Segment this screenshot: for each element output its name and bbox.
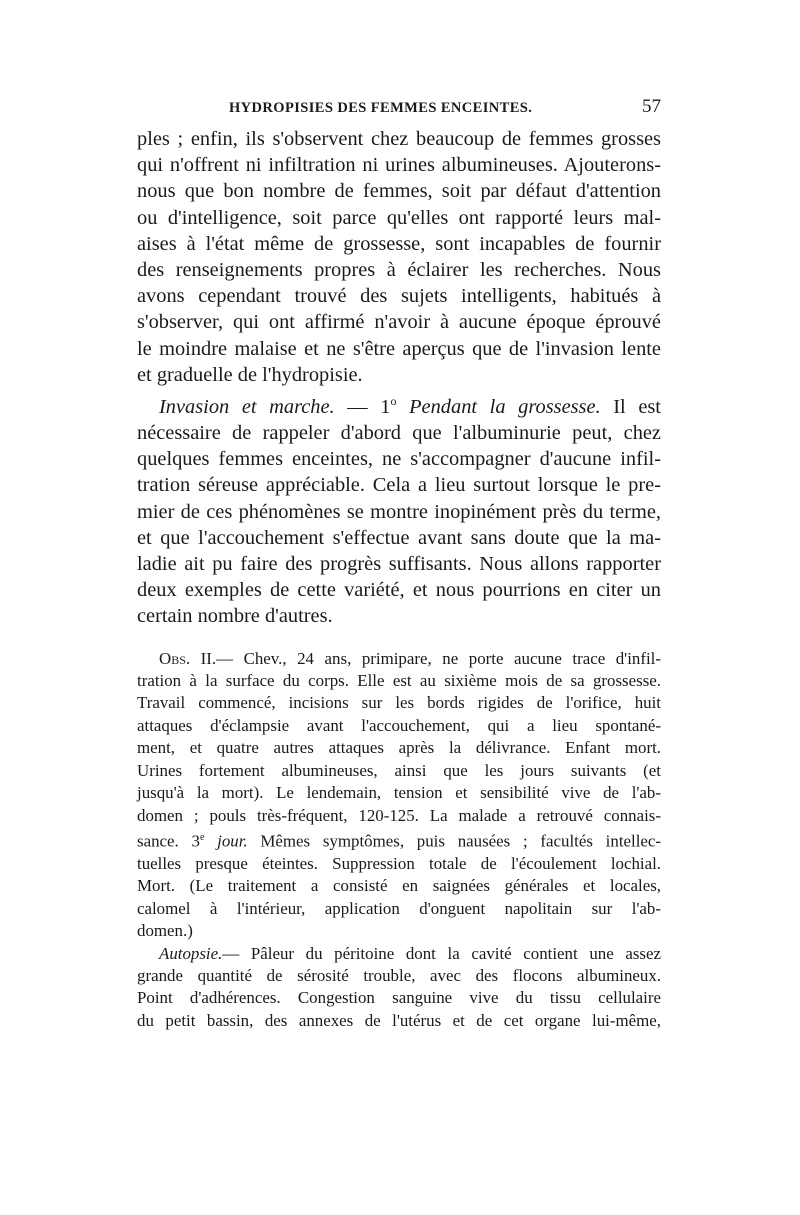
observation-line: ment, et quatre autres attaques après la délivrance. Enfant mort. (137, 738, 661, 758)
observation-label: Obs. II. (159, 648, 217, 668)
text-line: ples ; enfin, ils s'observent chez beaucoup de femmes grosses (137, 128, 661, 150)
heading-ordinal: o (390, 394, 397, 409)
text-line: nous que bon nombre de femmes, soit par défaut d'attention (137, 180, 661, 203)
observation-line: domen.) (137, 921, 193, 941)
text-line: tration séreuse appréciable. Cela a lieu surtout lorsque le pre- (137, 474, 661, 497)
running-title: HYDROPISIES DES FEMMES ENCEINTES. (229, 100, 533, 116)
observation-line: jusqu'à la mort). Le lendemain, tension et sensibilité vive de l'ab- (137, 783, 661, 803)
observation-line: tration à la surface du corps. Elle est au sixième mois de sa grossesse. (137, 671, 661, 691)
observation-line: Mort. (Le traitement a consisté en saignées générales et locales, (137, 876, 661, 896)
paragraph-1 (137, 126, 661, 388)
text-line: nécessaire de rappeler d'abord que l'albuminurie peut, chez (137, 422, 661, 445)
observation-line: domen ; pouls très-fréquent, 120-125. La malade a retrouvé connais- (137, 805, 661, 825)
page (137, 96, 661, 1032)
day-ordinal: e (199, 831, 205, 843)
text-line: ou d'intelligence, soit parce qu'elles ont rapporté leurs mal- (137, 206, 661, 229)
observation-line: calomel à l'intérieur, application d'onguent napolitain sur l'ab- (137, 898, 661, 918)
page-number: 57 (642, 96, 661, 117)
text-line: mier de ces phénomènes se montre inopinément près du terme, (137, 500, 661, 523)
observation-line: du petit bassin, des annexes de l'utérus et de cet organe lui-même, (137, 1010, 661, 1030)
text-line: des renseignements propres à éclairer les recherches. Nous (137, 259, 661, 282)
autopsy-line (137, 943, 661, 965)
observation-day-line (137, 827, 661, 853)
observation-first-line (137, 648, 661, 670)
section-heading: Invasion et marche. (159, 395, 335, 418)
text-line: le moindre malaise et ne s'être aperçus que de l'invasion lente (137, 337, 661, 360)
observation-text: — Chev., 24 ans, primipare, ne porte aucune trace d'infil- (216, 648, 661, 668)
text-line: quelques femmes enceintes, ne s'accompagner d'aucune infil- (137, 448, 661, 471)
observation-line: attaques d'éclampsie avant l'accouchement, qui a lieu spontané- (137, 715, 661, 735)
text-line: aises à l'état même de grossesse, sont incapables de fournir (137, 232, 661, 255)
subsection-heading: Pendant la grossesse. (396, 395, 601, 418)
section-heading-line (137, 388, 661, 420)
autopsy-label: Autopsie. (159, 943, 223, 963)
observation-line: Point d'adhérences. Congestion sanguine vive du tissu cellulaire (137, 988, 661, 1008)
text-line: ladie ait pu faire des progrès suffisants. Nous allons rapporter (137, 553, 661, 576)
paragraph-2 (137, 388, 661, 630)
text-line: deux exemples de cette variété, et nous pourrions en citer un (137, 579, 661, 602)
observation-block (137, 648, 661, 1033)
heading-rest: Il est (600, 395, 661, 418)
day-prefix: sance. 3 (137, 831, 200, 851)
text-line: et que l'accouchement s'effectue avant sans doute que la ma- (137, 526, 661, 549)
running-head (137, 96, 661, 122)
observation-line: Urines fortement albumineuses, ainsi que les jours suivants (et (137, 760, 661, 780)
text-line: qui n'offrent ni infiltration ni urines albumineuses. Ajouterons- (137, 154, 661, 177)
text-line: s'observer, qui ont affirmé n'avoir à aucune époque éprouvé (137, 311, 661, 334)
heading-dash: — (334, 395, 381, 418)
text-line: et graduelle de l'hydropisie. (137, 363, 363, 386)
text-line: certain nombre d'autres. (137, 605, 333, 628)
day-label: jour. (204, 831, 248, 851)
heading-number: 1 (380, 395, 391, 418)
day-text: Mêmes symptômes, puis nausées ; facultés intellec- (247, 831, 662, 851)
autopsy-text: — Pâleur du péritoine dont la cavité contient une assez (222, 943, 661, 963)
observation-line: Travail commencé, incisions sur les bords rigides de l'orifice, huit (137, 693, 661, 713)
text-line: avons cependant trouvé des sujets intelligents, habitués à (137, 285, 661, 308)
observation-line: tuelles presque éteintes. Suppression totale de l'écoulement lochial. (137, 853, 661, 873)
observation-line: grande quantité de sérosité trouble, avec des flocons albumineux. (137, 965, 661, 985)
